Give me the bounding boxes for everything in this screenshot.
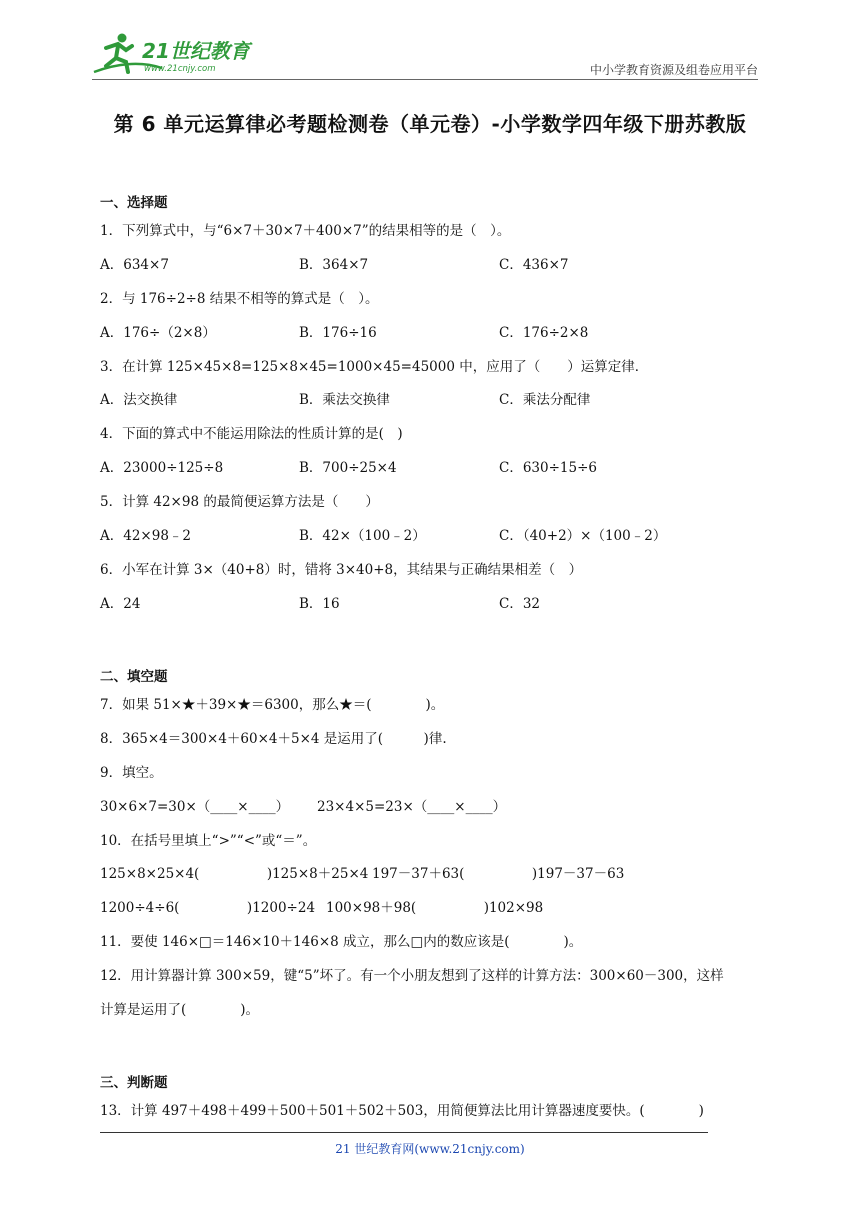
question-3-options	[100, 388, 740, 408]
question-10-item-3: 1200÷4÷6( )1200÷24	[100, 900, 316, 916]
question-6-options	[100, 592, 740, 612]
question-10-item-4: 100×98＋98( )102×98	[326, 900, 544, 916]
option-b[interactable]: B．700÷25×4	[299, 460, 397, 476]
footer-source[interactable]: 21 世纪教育网(www.21cnjy.com)	[335, 1142, 525, 1156]
question-5: 5．计算 42×98 的最简便运算方法是（ ）	[100, 494, 379, 510]
option-b[interactable]: B．乘法交换律	[299, 392, 390, 408]
option-c[interactable]: C．630÷15÷6	[499, 460, 597, 476]
question-4: 4．下面的算式中不能运用除法的性质计算的是( )	[100, 426, 403, 442]
header-divider	[92, 79, 758, 80]
question-5-options	[100, 524, 740, 544]
page-header	[92, 28, 758, 80]
platform-label: 中小学教育资源及组卷应用平台	[589, 63, 758, 77]
question-11: 11．要使 146×□＝146×10＋146×8 成立，那么□内的数应该是( )。	[100, 934, 583, 950]
option-a[interactable]: A．23000÷125÷8	[100, 460, 224, 476]
option-c[interactable]: C．（40+2）×（100﹣2）	[499, 528, 667, 544]
question-2: 2．与 176÷2÷8 结果不相等的算式是（ ）。	[100, 291, 379, 307]
option-a[interactable]: A．42×98﹣2	[100, 528, 192, 544]
option-b[interactable]: B．42×（100﹣2）	[299, 528, 426, 544]
option-b[interactable]: B．364×7	[299, 257, 369, 273]
option-a[interactable]: A．634×7	[100, 257, 169, 273]
footer-divider	[100, 1132, 708, 1133]
question-8: 8．365×4＝300×4＋60×4＋5×4 是运用了( )律.	[100, 731, 447, 747]
question-9-left: 30×6×7=30×（____×____）	[100, 799, 290, 815]
option-b[interactable]: B．176÷16	[299, 325, 377, 341]
question-10: 10．在括号里填上“>”“<”或“＝”。	[100, 833, 317, 849]
option-a[interactable]: A．法交换律	[100, 392, 178, 408]
option-c[interactable]: C．436×7	[499, 257, 569, 273]
question-1-options	[100, 253, 740, 273]
question-9-right: 23×4×5=23×（____×____）	[317, 799, 507, 815]
section-heading-judge: 三、判断题	[100, 1075, 168, 1091]
option-b[interactable]: B．16	[299, 596, 340, 612]
question-3: 3．在计算 125×45×8=125×8×45=1000×45=45000 中，应用了（ ）运算定律．	[100, 359, 649, 375]
logo-21cnjy	[92, 28, 262, 76]
question-6: 6．小军在计算 3×（40+8）时，错将 3×40+8，其结果与正确结果相差（ ）	[100, 562, 583, 578]
logo-text: 21世纪教育	[142, 39, 250, 63]
section-heading-choice: 一、选择题	[100, 195, 168, 211]
question-7: 7．如果 51×★＋39×★＝6300，那么★＝( )。	[100, 697, 445, 713]
section-heading-fill: 二、填空题	[100, 669, 168, 685]
option-a[interactable]: A．24	[100, 596, 141, 612]
option-a[interactable]: A．176÷（2×8）	[100, 325, 216, 341]
question-9: 9．填空。	[100, 765, 163, 781]
question-2-options	[100, 321, 740, 341]
logo-url: www.21cnjy.com	[144, 64, 216, 74]
question-12-line-2: 计算是运用了( )。	[100, 1002, 260, 1018]
page-title: 第 6 单元运算律必考题检测卷（单元卷）-小学数学四年级下册苏教版	[113, 112, 747, 136]
question-10-item-2: 197－37＋63( )197－37－63	[372, 866, 625, 882]
option-c[interactable]: C．176÷2×8	[499, 325, 589, 341]
question-4-options	[100, 456, 740, 476]
question-10-item-1: 125×8×25×4( )125×8＋25×4	[100, 866, 369, 882]
option-c[interactable]: C．32	[499, 596, 541, 612]
question-13: 13．计算 497＋498＋499＋500＋501＋502＋503，用简便算法比用计算器速度要快。( )	[100, 1103, 704, 1119]
question-12-line-1: 12．用计算器计算 300×59，键“5”坏了。有一个小朋友想到了这样的计算方法：300×60－300，这样	[100, 968, 724, 984]
question-1: 1．下列算式中，与“6×7＋30×7＋400×7”的结果相等的是（ ）。	[100, 223, 511, 239]
option-c[interactable]: C．乘法分配律	[499, 392, 591, 408]
